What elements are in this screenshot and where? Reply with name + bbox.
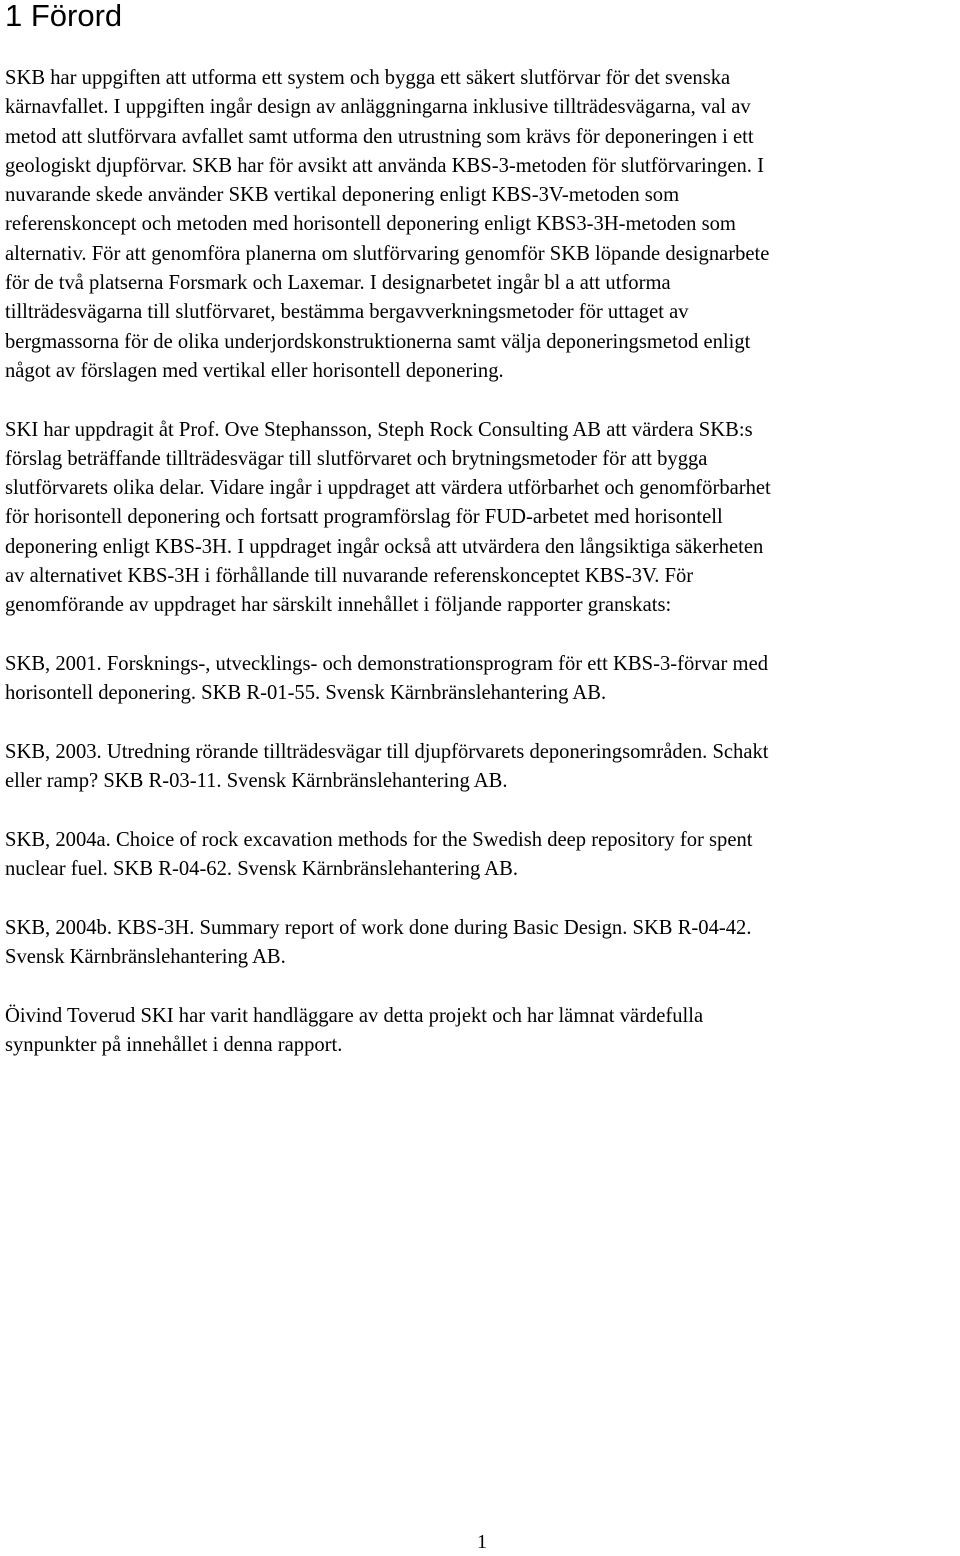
text-line: SKB har uppgiften att utforma ett system och bygga ett säkert slutförvar för det svenska bbox=[5, 67, 731, 89]
reference-skb-2004b bbox=[5, 914, 957, 973]
text-line: alternativ. För att genomföra planerna om slutförvaring genomför SKB löpande designarbete bbox=[5, 242, 770, 265]
text-line: Svensk Kärnbränslehantering AB. bbox=[5, 945, 286, 968]
text-line: kärnavfallet. I uppgiften ingår design av anläggningarna inklusive tillträdesvägarna, val av bbox=[5, 96, 751, 119]
section-heading: 1 Förord bbox=[5, 0, 123, 33]
assignment-paragraph bbox=[5, 416, 957, 621]
text-line: bergmassorna för de olika underjordskonstruktionerna samt välja deponeringsmetod enligt bbox=[5, 330, 751, 353]
text-line: SKB, 2003. Utredning rörande tillträdesvägar till djupförvarets deponeringsområden. Schakt bbox=[5, 740, 769, 763]
text-line: nuclear fuel. SKB R-04-62. Svensk Kärnbränslehantering AB. bbox=[5, 858, 519, 881]
text-line: för horisontell deponering och fortsatt programförslag för FUD-arbetet med horisontell bbox=[5, 506, 723, 529]
text-line: synpunkter på innehållet i denna rapport. bbox=[5, 1033, 343, 1056]
text-line: förslag beträffande tillträdesvägar till slutförvaret och brytningsmetoder för att bygga bbox=[5, 447, 708, 470]
text-line: SKB, 2001. Forsknings-, utvecklings- och demonstrationsprogram för ett KBS-3-förvar med bbox=[5, 652, 769, 675]
text-line: slutförvarets olika delar. Vidare ingår i uppdraget att värdera utförbarhet och genomförbarhet bbox=[5, 477, 771, 500]
text-line: metod att slutförvara avfallet samt utforma den utrustning som krävs för deponeringen i ett bbox=[5, 125, 754, 148]
text-line: nuvarande skede använder SKB vertikal deponering enligt KBS-3V-metoden som bbox=[5, 184, 680, 207]
text-line: Öivind Toverud SKI har varit handläggare av detta projekt och har lämnat värdefulla bbox=[5, 1004, 704, 1027]
text-line: något av förslagen med vertikal eller horisontell deponering. bbox=[5, 359, 504, 382]
text-line: referenskoncept och metoden med horisontell deponering enligt KBS3-3H-metoden som bbox=[5, 213, 736, 236]
text-line: eller ramp? SKB R-03-11. Svensk Kärnbränslehantering AB. bbox=[5, 770, 508, 793]
acknowledgement-paragraph bbox=[5, 1002, 957, 1061]
text-line: SKI har uppdragit åt Prof. Ove Stephansson, Steph Rock Consulting AB att värdera SKB:s bbox=[5, 418, 753, 441]
text-line: tillträdesvägarna till slutförvaret, bestämma bergavverkningsmetoder för uttaget av bbox=[5, 301, 689, 324]
text-line: genomförande av uppdraget har särskilt innehållet i följande rapporter granskats: bbox=[5, 594, 672, 617]
text-line: deponering enligt KBS-3H. I uppdraget ingår också att utvärdera den långsiktiga säkerheten bbox=[5, 535, 764, 558]
reference-skb-2001 bbox=[5, 650, 957, 709]
intro-paragraph bbox=[5, 64, 957, 386]
page-number: 1 bbox=[477, 1531, 487, 1553]
reference-skb-2004a bbox=[5, 826, 957, 885]
reference-skb-2003 bbox=[5, 738, 957, 797]
text-line: av alternativet KBS-3H i förhållande till nuvarande referenskonceptet KBS-3V. För bbox=[5, 565, 694, 588]
text-line: SKB, 2004b. KBS-3H. Summary report of work done during Basic Design. SKB R-04-42. bbox=[5, 916, 752, 939]
text-line: SKB, 2004a. Choice of rock excavation methods for the Swedish deep repository for spent bbox=[5, 828, 753, 851]
text-line: horisontell deponering. SKB R-01-55. Svensk Kärnbränslehantering AB. bbox=[5, 682, 607, 705]
text-line: geologiskt djupförvar. SKB har för avsikt att använda KBS-3-metoden för slutförvaringen. I bbox=[5, 154, 764, 177]
text-line: för de två platserna Forsmark och Laxemar. I designarbetet ingår bl a att utforma bbox=[5, 272, 671, 295]
body-text bbox=[5, 64, 957, 1089]
